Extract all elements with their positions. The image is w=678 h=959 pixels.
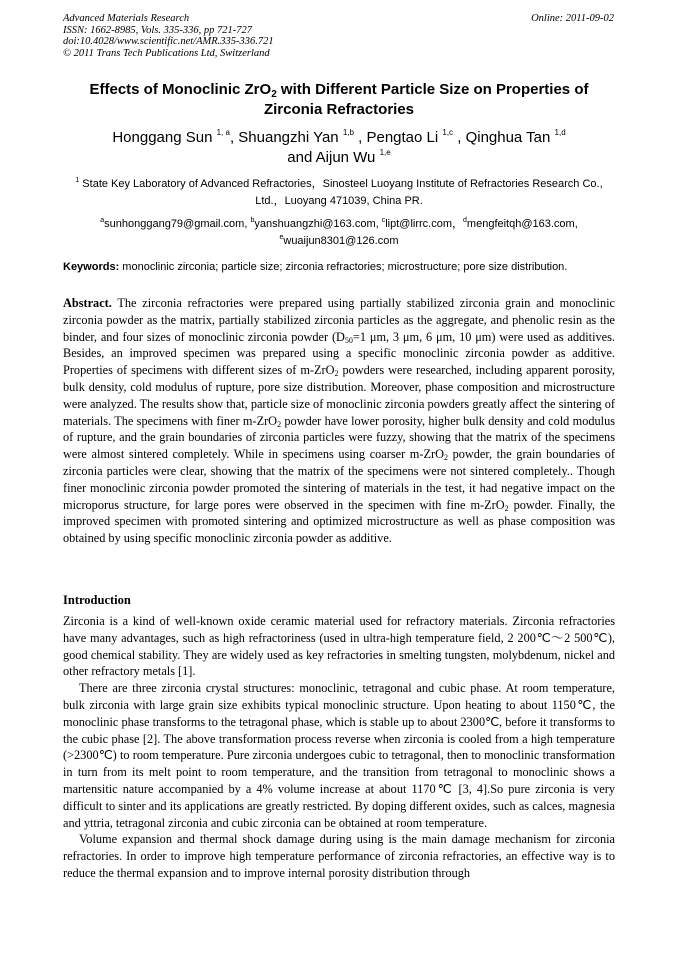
email-list: $^a$sunhonggang79@gmail.com, $^b$yanshuangzhi@163.com, $^c$lipt@lirrc.com，$^d$mengfeitqh@163.com, $^e$wuaijun8301@126.com: [100, 217, 578, 247]
affiliation: $^1$ State Key Laboratory of Advanced Refractories，Sinosteel Luoyang Institute of Refractories Research Co., Ltd.，Luoyang 471039, China PR.: [75, 177, 603, 207]
paper-title: Effects of Monoclinic ZrO$_2$ with Different Particle Size on Properties of Zirconia Refractories: [89, 81, 589, 118]
journal-header: [63, 13, 274, 59]
introduction-body: [63, 613, 615, 882]
author-sup: 1,e: [379, 148, 391, 157]
author-name: Shuangzhi Yan: [238, 129, 339, 146]
email-link[interactable]: mengfeitqh@163.com,: [466, 218, 578, 230]
author-sup: 1,d: [554, 128, 566, 137]
keywords-label: Keywords:: [63, 261, 120, 273]
issn-line: ISSN: 1662-8985, Vols. 335-336, pp 721-727: [63, 24, 252, 36]
author-list: Honggang Sun $^{1, a}$, Shuangzhi Yan $^{1,b}$ , Pengtao Li $^{1,c}$ , Qinghua Tan $^{1,d}$ and Aijun Wu $^{1,e}$: [112, 128, 566, 166]
online-date: Online: 2011-09-02: [531, 13, 614, 24]
introduction-heading: Introduction: [63, 593, 131, 607]
paragraph: Zirconia is a kind of well-known oxide ceramic material used for refractory materials. Zirconia refractories have many advantages, such as high refractoriness (used in ultra-high temperature field, 2 200℃～2 500℃), good chemical stability. They are widely used as key refractories in smelting tungsten, molybdenum, nickel and other refractory metals [1].: [63, 614, 615, 679]
keywords-text: monoclinic zirconia; particle size; zirconia refractories; microstructure; pore size distribution.: [119, 261, 568, 273]
paragraph: There are three zirconia crystal structures: monoclinic, tetragonal and cubic phase. At room temperature, bulk zirconia with large grain size exhibits typical monoclinic structure. Upon heating to about 1150℃, the monoclinic phase transforms to the tetragonal phase, which is stable up to about 2300℃, before it transforms to the cubic phase [2]. The above transformation process reverse when zirconia is cooled from a high temperature (>2300℃) to room temperature. Pure zirconia undergoes cubic to tetragonal, then to monoclinic transformation in turn from its melt point to room temperature, and the transition from tetragonal to monoclinic shows a martensitic nature accompanied by a 4% volume increase at about 1170℃ [3, 4].So pure zirconia is very difficult to sinter and its applications are greatly restricted. By doping different oxides, such as calces, magnesia and yttria, tetragonal zirconia and cubic zirconia can be obtained at room temperature.: [63, 681, 615, 830]
abstract: Abstract. The zirconia refractories were prepared using partially stabilized zirconia grain and monoclinic zirconia powder as the matrix, partially stabilized zirconia particles as the aggregate, and phenolic resin as the binder, and four sizes of monoclinic zirconia powder ($D_{50}=1$ μm, 3 μm, 6 μm, 10 μm) were used as additives. Besides, an improved specimen was prepared using a specific monoclinic zirconia powder as additive. Properties of specimens with different sizes of m-ZrO$_2$ powders were researched, including apparent porosity, bulk density, cold modulus of rupture, pore size distribution. Moreover, phase composition and microstructure were analyzed. The results show that, particle size of monoclinic zirconia powders greatly affect the sintering of materials. The specimens with finer m-ZrO$_2$ powder have lower porosity, higher bulk density and cold modulus of rupture, and the grain boundaries of zirconia particles were fuzzy, showing that the matrix of the specimens were almost sintered completely. While in specimens using coarser m-ZrO$_2$ powder, the grain boundaries of zirconia particles were clear, showing that the matrix of the specimens were not sintered completely.. Though finer monoclinic zirconia powder promoted the sintering of materials in the test, it had negative impact on the microporus structure, for large pores were observed in the specimen with fine m-ZrO$_2$ powder. Finally, the improved specimen with promoted sintering and optimized microstructure as well as phase composition was obtained by using specific monoclinic zirconia powder as additive.: [63, 296, 616, 546]
journal-name: Advanced Materials Research: [63, 13, 190, 24]
paragraph: Volume expansion and thermal shock damage during using is the main damage mechanism for zirconia refractories. In order to improve high temperature performance of zirconia refractories, an effective way is to reduce the thermal expansion and to improve internal porosity distribution through: [63, 832, 615, 880]
author-name: and Aijun Wu: [287, 149, 376, 166]
author-name: Pengtao Li: [366, 129, 439, 146]
doi-line: doi:10.4028/www.scientific.net/AMR.335-336.721: [63, 36, 274, 47]
email-link[interactable]: lipt@lirrc.com，: [385, 218, 464, 230]
abstract-label: Abstract.: [63, 296, 112, 310]
author-sup: 1,c: [442, 128, 454, 137]
author-sup: 1, a: [216, 128, 230, 137]
keywords: [63, 261, 615, 275]
author-name: Honggang Sun: [112, 129, 213, 146]
email-link[interactable]: sunhonggang79@gmail.com,: [104, 218, 251, 230]
copyright-line: © 2011 Trans Tech Publications Ltd, Switzerland: [63, 47, 270, 59]
author-sup: 1,b: [342, 128, 354, 137]
email-link[interactable]: yanshuangzhi@163.com,: [254, 218, 382, 230]
email-link[interactable]: wuaijun8301@126.com: [283, 234, 399, 247]
author-name: Qinghua Tan: [465, 129, 551, 146]
